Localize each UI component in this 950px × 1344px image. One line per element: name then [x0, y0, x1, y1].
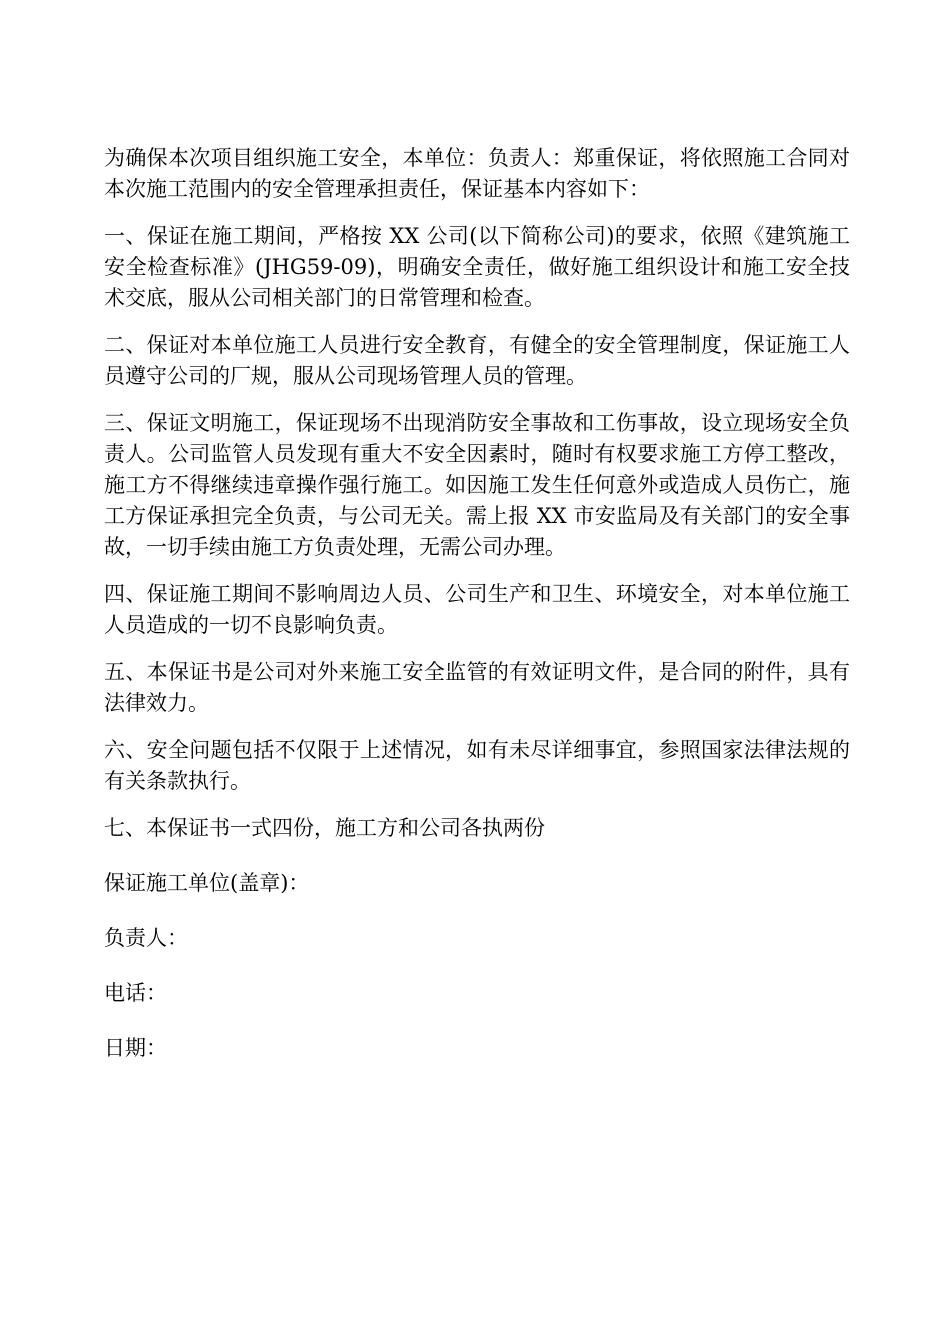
date-label: 日期： [104, 1036, 167, 1060]
unit-seal-label: 保证施工单位(盖章)： [104, 871, 310, 895]
clause-5: 五、本保证书是公司对外来施工安全监管的有效证明文件，是合同的附件，具有法律效力。 [104, 660, 850, 715]
clause-7: 七、本保证书一式四份，施工方和公司各执两份 [104, 816, 545, 840]
intro-paragraph: 为确保本次项目组织施工安全，本单位：负责人：郑重保证，将依照施工合同对本次施工范围内的安全管理承担责任，保证基本内容如下： [104, 146, 850, 201]
clause-6: 六、安全问题包括不仅限于上述情况，如有未尽详细事宜，参照国家法律法规的有关条款执行。 [104, 738, 850, 793]
responsible-person-label: 负责人： [104, 926, 188, 950]
clause-4: 四、保证施工期间不影响周边人员、公司生产和卫生、环境安全，对本单位施工人员造成的一切不良影响负责。 [104, 582, 850, 637]
clause-2: 二、保证对本单位施工人员进行安全教育，有健全的安全管理制度，保证施工人员遵守公司的厂规，服从公司现场管理人员的管理。 [104, 333, 850, 388]
document-body [104, 143, 850, 1088]
phone-label: 电话： [104, 981, 167, 1005]
clause-3: 三、保证文明施工，保证现场不出现消防安全事故和工伤事故，设立现场安全负责人。公司监管人员发现有重大不安全因素时，随时有权要求施工方停工整改，施工方不得继续违章操作强行施工。如因施工发生任何意外或造成人员伤亡，施工方保证承担完全负责，与公司无关。需上报 XX 市安监局及有关部门的安全事故，一切手续由施工方负责处理，无需公司办理。 [104, 411, 850, 559]
clause-1: 一、保证在施工期间，严格按 XX 公司(以下简称公司)的要求，依照《建筑施工安全检查标准》(JHG59-09)，明确安全责任，做好施工组织设计和施工安全技术交底，服从公司相关部门的日常管理和检查。 [104, 224, 850, 310]
